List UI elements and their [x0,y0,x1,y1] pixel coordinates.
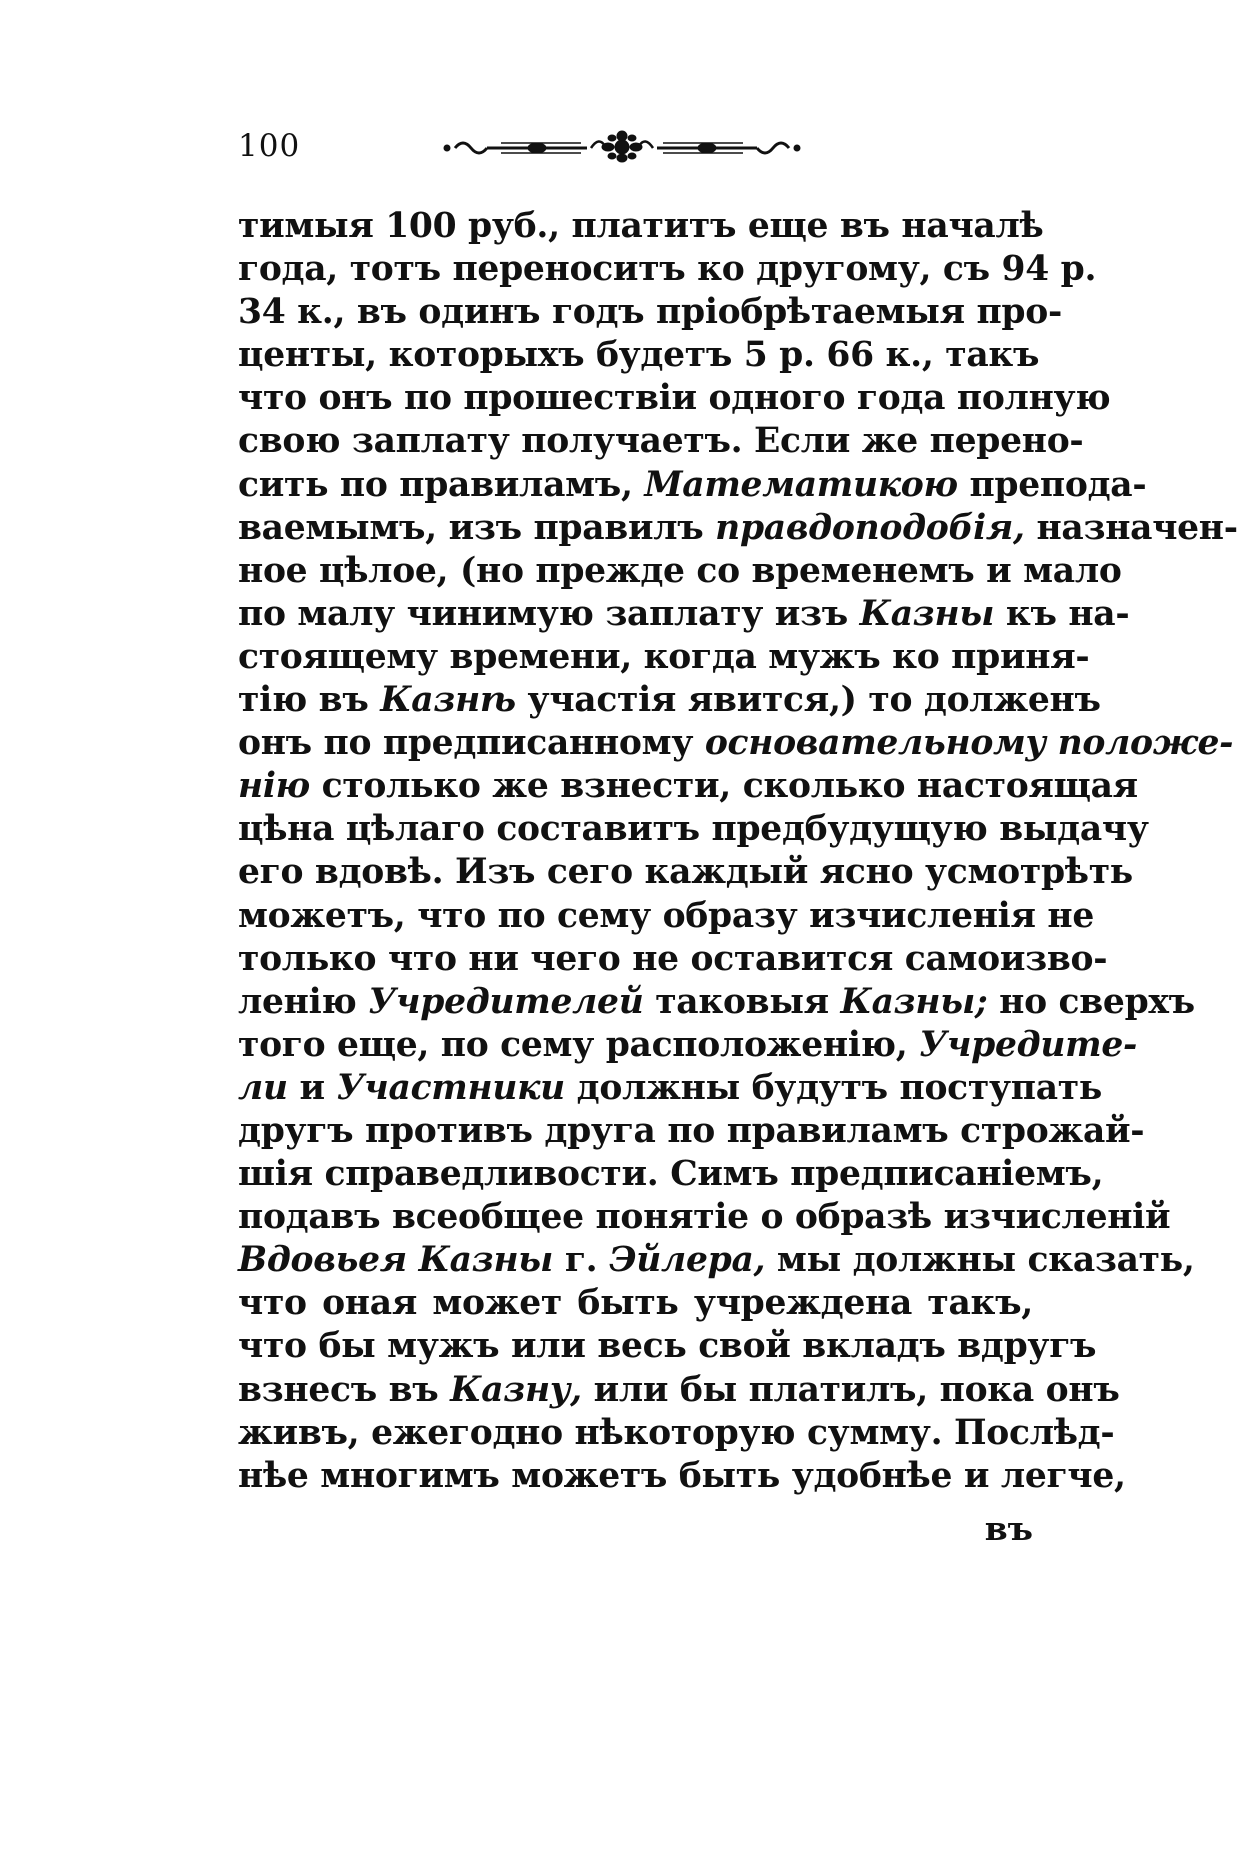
italic-text: Математикою [644,464,958,505]
italic-text: Казны; [840,981,988,1022]
text-segment: и [287,1067,337,1108]
text-line [238,1110,1145,1153]
text-segment: можетъ, что по сему образу изчисленія не [238,895,1094,936]
text-line [238,593,1130,636]
text-segment: подавъ всеобщее понятіе о образѣ изчисленій [238,1197,1171,1238]
text-segment: мы должны сказать, [765,1240,1195,1281]
text-line [238,679,1101,722]
text-line [238,1024,1138,1067]
text-segment: ваемымъ, изъ правилъ [238,507,716,548]
text-line [238,334,1040,377]
text-segment: взнесъ въ [238,1369,451,1410]
text-line [238,1067,1102,1110]
text-segment: что бы мужъ или весь свой вкладъ вдругъ [238,1326,1097,1367]
text-line [238,1239,1195,1282]
text-line [238,205,1044,248]
text-line [238,507,1238,550]
text-line [238,808,1149,851]
text-segment: назначен- [1024,507,1238,548]
page-header [238,128,1038,178]
text-segment: другъ противъ друга по правиламъ строжай- [238,1110,1145,1151]
text-segment: цѣна цѣлаго составитъ предбудущую выдачу [238,809,1149,850]
text-segment: 34 к., въ одинъ годъ пріобрѣтаемыя про- [238,292,1062,333]
italic-text: ли [238,1067,288,1108]
text-line [238,851,1133,894]
text-segment: къ на- [994,593,1130,634]
text-segment: столько же взнести, сколько настоящая [309,766,1138,807]
text-segment: ное цѣлое, (но прежде со временемъ и мало [238,550,1122,591]
text-line [238,377,1111,420]
text-line [238,420,1084,463]
text-segment: но сверхъ [987,981,1195,1022]
italic-text: правдоподобія, [715,507,1025,548]
text-segment: сить по правиламъ, [238,464,645,505]
text-segment: только что ни чего не оставится самоизво- [238,938,1108,979]
text-line [238,291,1062,334]
italic-text: Вдовьея Казны [238,1240,554,1281]
text-segment: что онъ по прошествіи одного года полную [238,378,1111,419]
text-segment: препода- [957,464,1147,505]
text-line [238,464,1147,507]
text-line [238,895,1094,938]
italic-text: Казнѣ [380,680,516,721]
text-segment: его вдовѣ. Изъ сего каждый ясно усмотрѣть [238,852,1133,893]
text-line [238,938,1108,981]
text-segment: того еще, по сему расположенію, [238,1024,920,1065]
body-text [238,205,1238,1498]
text-line [238,1153,1104,1196]
text-line [238,722,1234,765]
text-line [238,248,1097,291]
text-segment: стоящему времени, когда мужъ ко приня- [238,636,1090,677]
italic-text: Казну, [450,1369,582,1410]
text-segment: центы, которыхъ будетъ 5 р. 66 к., такъ [238,335,1040,376]
text-segment: онъ по предписанному [238,723,705,764]
italic-text: Эйлера, [609,1240,766,1281]
text-line [238,550,1122,593]
italic-text: основательному положе- [704,723,1234,764]
text-line [238,1282,1033,1325]
italic-text: нію [238,766,310,807]
italic-text: Казны [859,593,995,634]
page-number: 100 [238,128,301,164]
text-line [238,1455,1126,1498]
italic-text: Учредите- [919,1024,1138,1065]
text-line [238,1325,1097,1368]
text-segment: года, тотъ переноситъ ко другому, съ 94 р. [238,249,1097,290]
text-line [238,765,1138,808]
text-segment: г. [553,1240,610,1281]
text-segment: нѣе многимъ можетъ быть удобнѣе и легче, [238,1455,1126,1496]
text-line [238,636,1090,679]
floral-rule-ornament-icon [441,132,803,162]
text-segment: тимыя 100 руб., платитъ еще въ началѣ [238,206,1044,246]
italic-text: Учредителей [368,981,644,1022]
text-segment: свою заплату получаетъ. Если же перено- [238,421,1084,462]
text-line [238,981,1195,1024]
italic-text: Участники [336,1067,565,1108]
text-line [238,1369,1120,1412]
text-segment: что оная может быть учреждена такъ, [238,1283,1033,1324]
text-segment: или бы платилъ, пока онъ [581,1369,1120,1410]
text-segment: шія справедливости. Симъ предписаніемъ, [238,1154,1104,1195]
text-segment: таковыя [643,981,841,1022]
text-segment: участія явится,) то долженъ [515,680,1101,721]
text-segment: должны будутъ поступать [564,1067,1102,1108]
text-segment: по малу чинимую заплату изъ [238,593,860,634]
text-segment: тію въ [238,680,381,721]
catchword: въ [984,1509,1033,1548]
text-line [238,1196,1171,1239]
text-segment: ленію [238,981,369,1022]
text-line [238,1412,1115,1455]
text-segment: живъ, ежегодно нѣкоторую сумму. Послѣд- [238,1412,1115,1453]
